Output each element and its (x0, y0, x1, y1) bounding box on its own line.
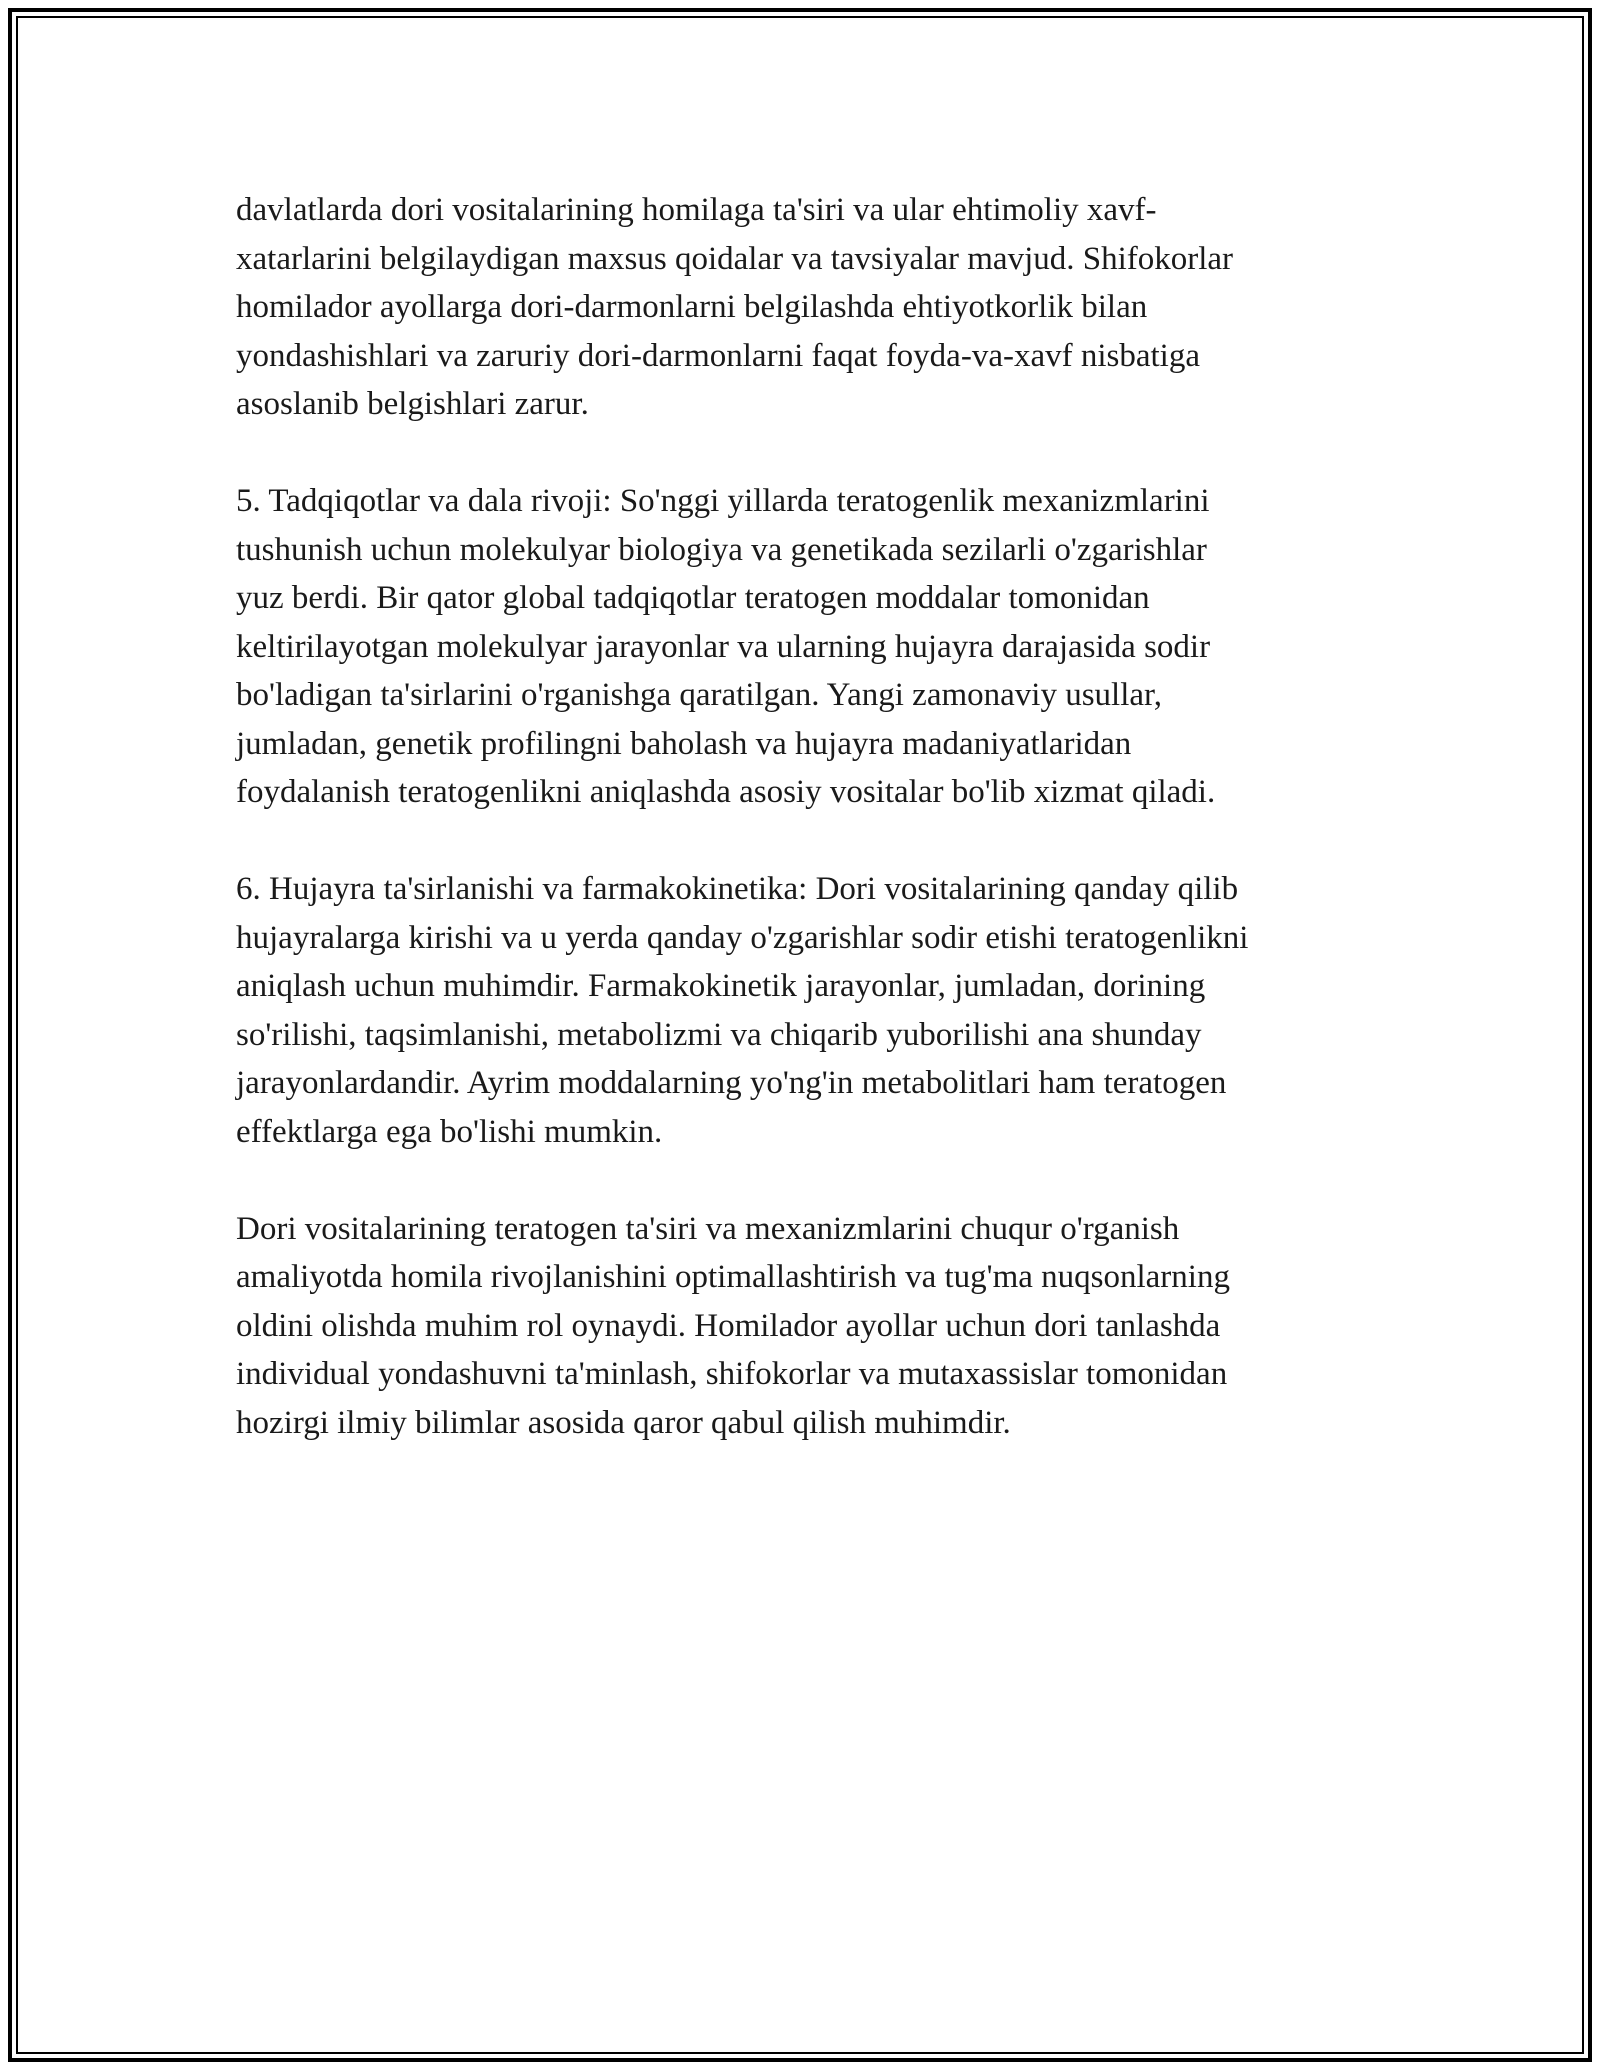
paragraph-conclusion: Dori vositalarining teratogen ta'siri va mexanizmlarini chuqur o'rganish amaliyotda homila rivojlanishini optimallashtirish va tug'ma nuqsonlarning oldini olishda muhim rol oynaydi. Homilador ayollar uchun dori tanlashda individual yondashuvni ta'minlash, shifokorlar va mutaxassislar tomonidan hozirgi ilmiy bilimlar asosida qaror qabul qilish muhimdir. (236, 1210, 1230, 1441)
paragraph-continuation: davlatlarda dori vositalarining homilaga ta'siri va ular ehtimoliy xavf- xatarlarini belgilaydigan maxsus qoidalar va tavsiyalar mavjud. Shifokorlar homilador ayollarga dori-darmonlarni belgilashda ehtiyotkorlik bilan yondashishlari va zaruriy dori-darmonlarni faqat foyda-va-xavf nisbatiga asoslanib belgishlari zarur. (236, 192, 1234, 422)
paragraph-research-development: 5. Tadqiqotlar va dala rivoji: So'nggi yillarda teratogenlik mexanizmlarini tushunish uchun molekulyar biologiya va genetikada sezilarli o'zgarishlar yuz berdi. Bir qator global tadqiqotlar teratogen moddalar tomonidan keltirilayotgan molekulyar jarayonlar va ularning hujayra darajasida sodir bo'ladigan ta'sirlarini o'rganishga qaratilgan. Yangi zamonaviy usullar, jumladan, genetik profilingni baholash va hujayra madaniyatlaridan foydalanish teratogenlikni aniqlashda asosiy vositalar bo'lib xizmat qiladi. (236, 483, 1216, 810)
document-body (236, 186, 1376, 1447)
paragraph-cell-pharmacokinetics: 6. Hujayra ta'sirlanishi va farmakokinetika: Dori vositalarining qanday qilib hujayralarga kirishi va u yerda qanday o'zgarishlar sodir etishi teratogenlikni aniqlash uchun muhimdir. Farmakokinetik jarayonlar, jumladan, dorining so'rilishi, taqsimlanishi, metabolizmi va chiqarib yuborilishi ana shunday jarayonlardandir. Ayrim moddalarning yo'ng'in metabolitlari ham teratogen effektlarga ega bo'lishi mumkin. (236, 871, 1249, 1150)
